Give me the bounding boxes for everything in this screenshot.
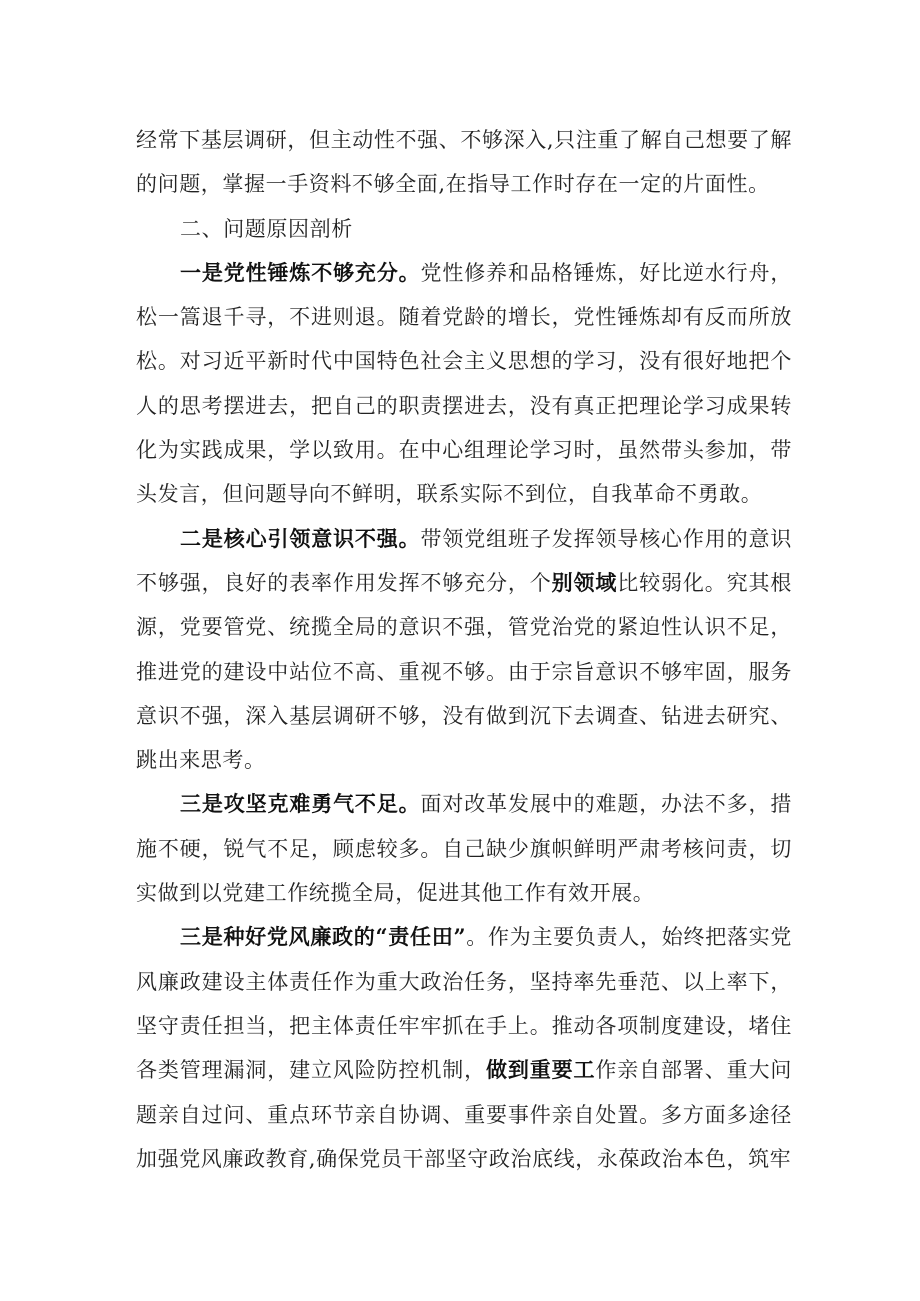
document-body (136, 118, 792, 1181)
paragraph-lead: 三是攻坚克难勇气不足。 (180, 791, 421, 817)
paragraph-text: 作亲自部署、重大问题亲自过问、重点环节亲自协调、重要事件亲自处置。多方面多途径加强党风廉政教育,确保党员干部坚守政治底线，永葆政治本色，筑牢 (136, 1058, 793, 1171)
paragraph-lead: 二是核心引领意识不强。 (180, 525, 421, 551)
paragraph-integrity (136, 915, 792, 1181)
emphasis-text: 别领域 (551, 569, 618, 595)
paragraph-party-spirit (136, 251, 792, 517)
paragraph-continued: 经常下基层调研，但主动性不强、不够深入,只注重了解自己想要了解的问题，掌握一手资料不够全面,在指导工作时存在一定的片面性。 (136, 128, 792, 197)
paragraph-text: 。作为主要负责人，始终把落实党风廉政建设主体责任作为重大政治任务，坚持率先垂范、以上率下，坚守责任担当，把主体责任牢牢抓在手上。推动各项制度建设，堵住各类管理漏洞，建立风险防控机制， (136, 925, 792, 1083)
section-heading: 二、问题原因剖析 (180, 216, 353, 241)
paragraph-text: 比较弱化。究其根源，党要管党、统揽全局的意识不强，管党治党的紧迫性认识不足，推进党的建设中站位不高、重视不够。由于宗旨意识不够牢固，服务意识不强，深入基层调研不够，没有做到沉下去调查、钻进去研究、跳出来思考。 (136, 570, 792, 773)
paragraph-core-leadership (136, 517, 792, 783)
paragraph-text: 带领党组班子发挥领导核心作用的意识不够强，良好的表率作用发挥不够充分，个 (136, 526, 792, 595)
paragraph-lead: 三是种好党风廉政的“责任田” (180, 924, 467, 950)
paragraph-text: 面对改革发展中的难题，办法不多，措施不硬，锐气不足，顾虑较多。自己缺少旗帜鲜明严肃考核问责，切实做到以党建工作统揽全局，促进其他工作有效开展。 (136, 792, 792, 906)
paragraph-lead: 一是党性锤炼不够充分。 (180, 259, 421, 285)
paragraph-text: 党性修养和品格锤炼，好比逆水行舟，松一篙退千寻，不进则退。随着党龄的增长，党性锤炼却有反而所放松。对习近平新时代中国特色社会主义思想的学习，没有很好地把个人的思考摆进去，把自己的职责摆进去，没有真正把理论学习成果转化为实践成果，学以致用。在中心组理论学习时，虽然带头参加，带头发言，但问题导向不鲜明，联系实际不到位，自我革命不勇敢。 (136, 260, 792, 507)
emphasis-text: 做到重要工 (486, 1057, 596, 1083)
paragraph-courage (136, 782, 792, 915)
